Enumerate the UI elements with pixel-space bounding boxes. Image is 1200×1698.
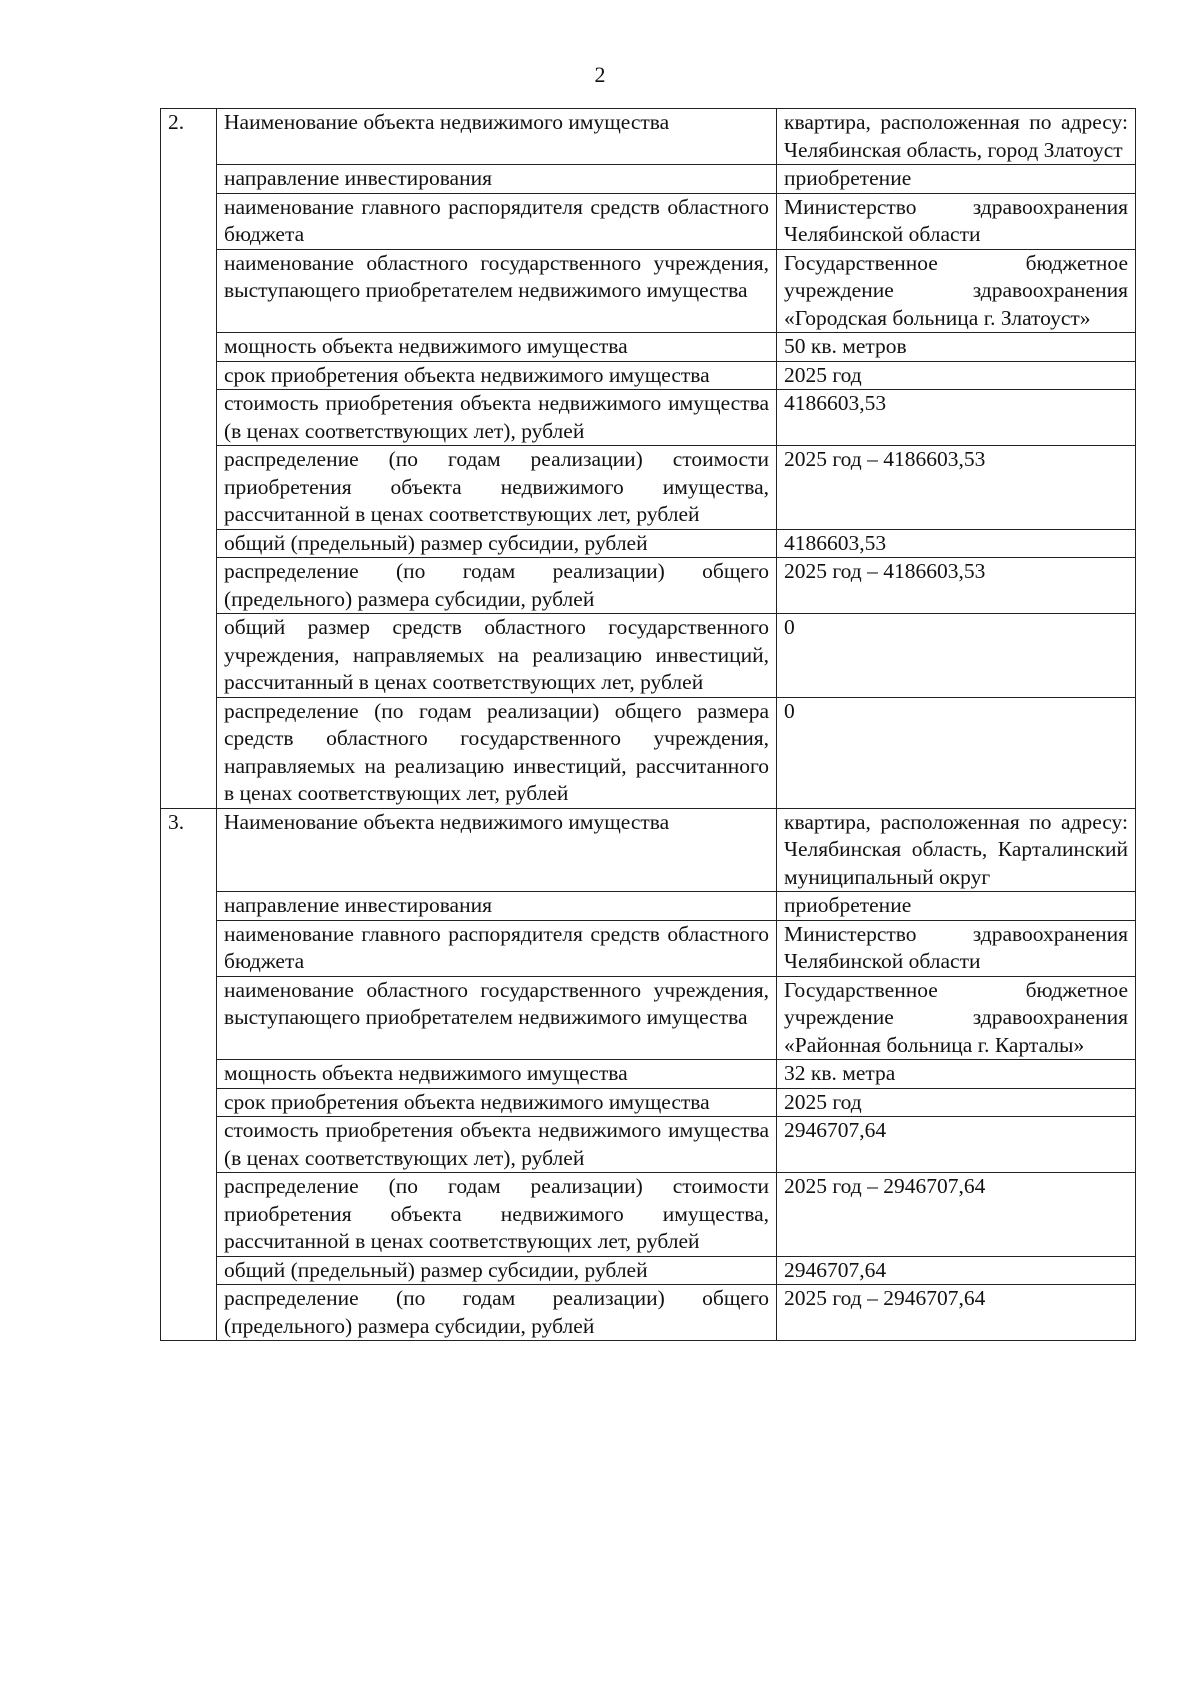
field-value: квартира, расположенная по адресу: Челябинская область, Карталинский муниципальный округ xyxy=(777,808,1136,892)
field-value: 2946707,64 xyxy=(777,1117,1136,1173)
field-label: Наименование объекта недвижимого имущества xyxy=(217,808,777,892)
field-label: наименование областного государственного учреждения, выступающего приобретателем недвижимого имущества xyxy=(217,976,777,1060)
field-label: распределение (по годам реализации) стоимости приобретения объекта недвижимого имущества, рассчитанной в ценах соответствующих лет, рублей xyxy=(217,446,777,530)
field-value: 32 кв. метра xyxy=(777,1060,1136,1089)
field-value: Министерство здравоохранения Челябинской области xyxy=(777,193,1136,249)
field-value: приобретение xyxy=(777,892,1136,921)
table-row xyxy=(161,697,1136,808)
field-value: 4186603,53 xyxy=(777,529,1136,558)
table-row xyxy=(161,976,1136,1060)
table-row xyxy=(161,1088,1136,1117)
field-value: 2025 год – 2946707,64 xyxy=(777,1285,1136,1341)
field-label: срок приобретения объекта недвижимого имущества xyxy=(217,361,777,390)
table-row xyxy=(161,333,1136,362)
field-value: 4186603,53 xyxy=(777,390,1136,446)
table-row xyxy=(161,892,1136,921)
field-label: общий (предельный) размер субсидии, рублей xyxy=(217,529,777,558)
field-value: 0 xyxy=(777,697,1136,808)
table-row xyxy=(161,193,1136,249)
table-row xyxy=(161,1256,1136,1285)
table-row xyxy=(161,920,1136,976)
field-label: общий размер средств областного государственного учреждения, направляемых на реализацию инвестиций, рассчитанный в ценах соответствующих лет, рублей xyxy=(217,614,777,698)
row-number: 2. xyxy=(161,109,217,809)
table-row xyxy=(161,249,1136,333)
field-value: 2025 год xyxy=(777,1088,1136,1117)
field-label: стоимость приобретения объекта недвижимого имущества (в ценах соответствующих лет), рублей xyxy=(217,1117,777,1173)
table-row xyxy=(161,390,1136,446)
field-value: 0 xyxy=(777,614,1136,698)
table-row xyxy=(161,446,1136,530)
field-label: наименование главного распорядителя средств областного бюджета xyxy=(217,193,777,249)
field-label: направление инвестирования xyxy=(217,165,777,194)
field-value: приобретение xyxy=(777,165,1136,194)
field-label: распределение (по годам реализации) стоимости приобретения объекта недвижимого имущества, рассчитанной в ценах соответствующих лет, рублей xyxy=(217,1173,777,1257)
page-number: 2 xyxy=(594,62,606,87)
table-row xyxy=(161,361,1136,390)
field-label: мощность объекта недвижимого имущества xyxy=(217,333,777,362)
field-label: распределение (по годам реализации) общего (предельного) размера субсидии, рублей xyxy=(217,558,777,614)
field-label: наименование областного государственного учреждения, выступающего приобретателем недвижимого имущества xyxy=(217,249,777,333)
field-label: направление инвестирования xyxy=(217,892,777,921)
table-row xyxy=(161,808,1136,892)
field-value: Государственное бюджетное учреждение здравоохранения «Районная больница г. Карталы» xyxy=(777,976,1136,1060)
table-row xyxy=(161,1173,1136,1257)
table-row xyxy=(161,529,1136,558)
field-value: 2025 год – 4186603,53 xyxy=(777,558,1136,614)
table-row xyxy=(161,1285,1136,1341)
field-label: наименование главного распорядителя средств областного бюджета xyxy=(217,920,777,976)
field-label: стоимость приобретения объекта недвижимого имущества (в ценах соответствующих лет), рублей xyxy=(217,390,777,446)
field-label: мощность объекта недвижимого имущества xyxy=(217,1060,777,1089)
field-value: Государственное бюджетное учреждение здравоохранения «Городская больница г. Златоуст» xyxy=(777,249,1136,333)
table-row xyxy=(161,1117,1136,1173)
field-label: общий (предельный) размер субсидии, рублей xyxy=(217,1256,777,1285)
field-value: 2025 год – 2946707,64 xyxy=(777,1173,1136,1257)
field-value: 50 кв. метров xyxy=(777,333,1136,362)
table-row xyxy=(161,165,1136,194)
field-value: 2025 год – 4186603,53 xyxy=(777,446,1136,530)
field-label: распределение (по годам реализации) общего размера средств областного государственного учреждения, направляемых на реализацию инвестиций, рассчитанного в ценах соответствующих лет, рублей xyxy=(217,697,777,808)
field-value: 2946707,64 xyxy=(777,1256,1136,1285)
field-value: 2025 год xyxy=(777,361,1136,390)
investment-table xyxy=(160,108,1136,1341)
table-row xyxy=(161,614,1136,698)
table-row xyxy=(161,558,1136,614)
table-row xyxy=(161,109,1136,165)
table-body xyxy=(161,109,1136,1341)
field-label: распределение (по годам реализации) общего (предельного) размера субсидии, рублей xyxy=(217,1285,777,1341)
field-value: квартира, расположенная по адресу: Челябинская область, город Златоуст xyxy=(777,109,1136,165)
row-number: 3. xyxy=(161,808,217,1341)
field-value: Министерство здравоохранения Челябинской области xyxy=(777,920,1136,976)
field-label: Наименование объекта недвижимого имущества xyxy=(217,109,777,165)
table-row xyxy=(161,1060,1136,1089)
field-label: срок приобретения объекта недвижимого имущества xyxy=(217,1088,777,1117)
